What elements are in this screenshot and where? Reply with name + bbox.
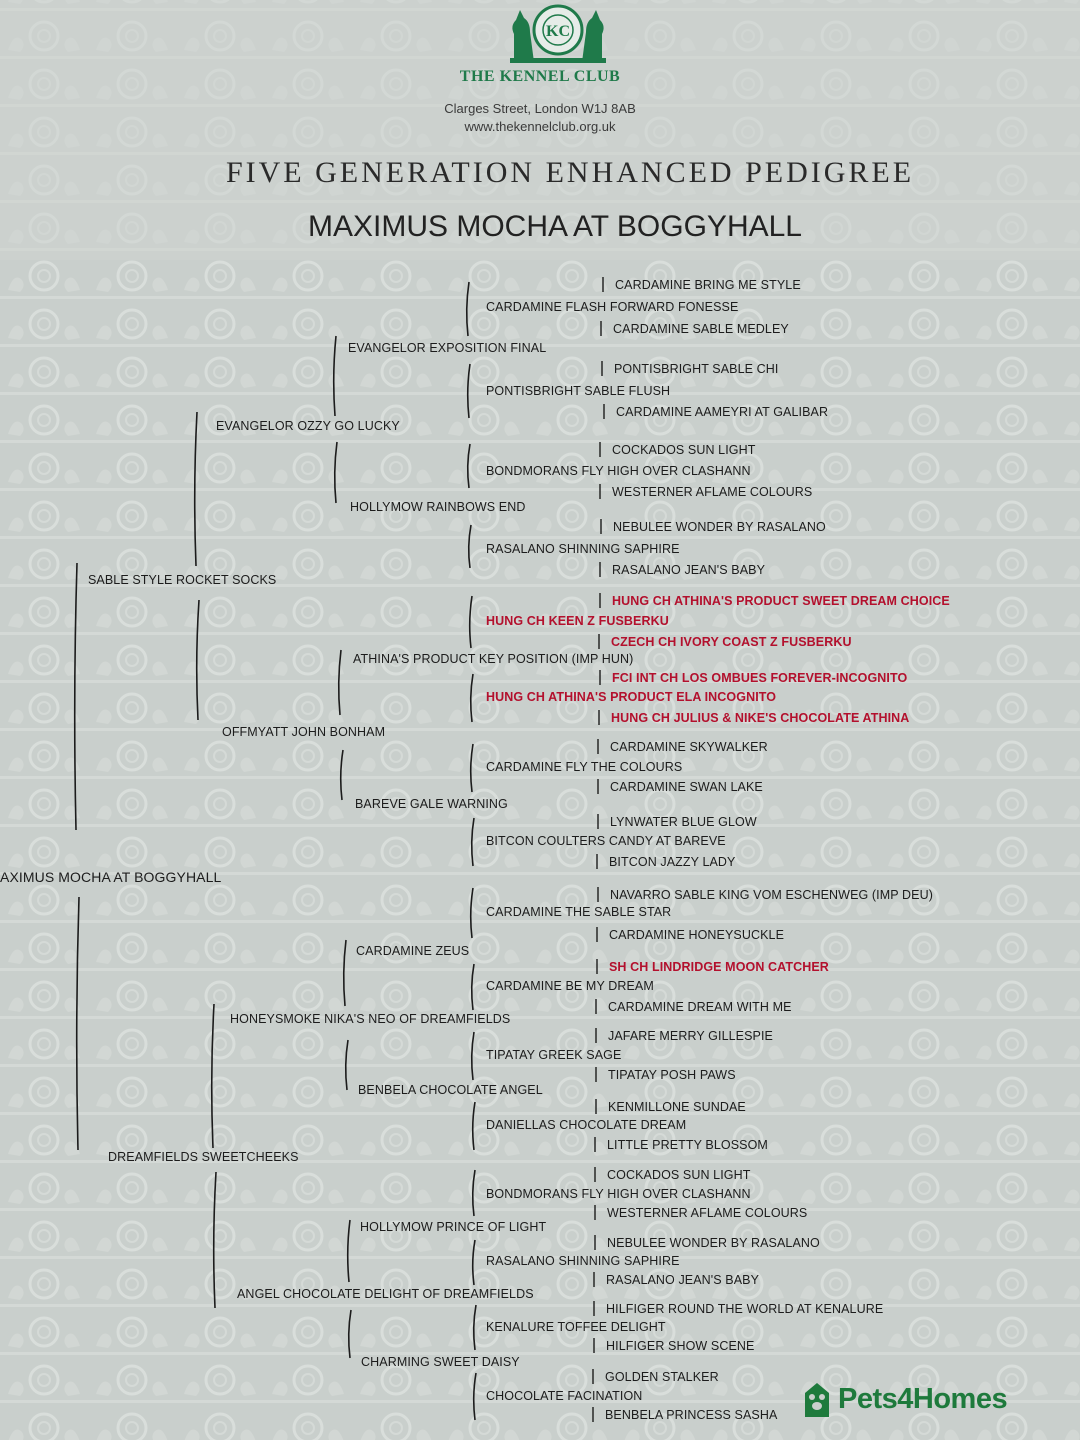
ancestor-gen4: CARDAMINE FLY THE COLOURS [486, 760, 683, 774]
ancestor-gen4: CARDAMINE FLASH FORWARD FONESSE [486, 300, 739, 314]
ancestor-gen5: CARDAMINE SABLE MEDLEY [613, 322, 789, 336]
ancestor-gen5: RASALANO JEAN'S BABY [606, 1273, 760, 1287]
club-name: THE KENNEL CLUB [459, 68, 621, 85]
ancestor-gen3: BENBELA CHOCOLATE ANGEL [358, 1083, 543, 1097]
ancestor-gen2: EVANGELOR OZZY GO LUCKY [216, 419, 400, 433]
kennel-club-logo [500, 0, 616, 64]
ancestor-gen5: BENBELA PRINCESS SASHA [605, 1408, 778, 1422]
ancestor-gen5: FCI INT CH LOS OMBUES FOREVER-INCOGNITO [612, 671, 908, 685]
ancestor-gen5: JAFARE MERRY GILLESPIE [608, 1029, 773, 1043]
ancestor-gen4: HUNG CH ATHINA'S PRODUCT ELA INCOGNITO [486, 690, 777, 704]
ancestor-gen4: TIPATAY GREEK SAGE [486, 1048, 622, 1062]
ancestor-gen5: KENMILLONE SUNDAE [608, 1100, 746, 1114]
club-address: Clarges Street, London W1J 8AB [444, 101, 636, 116]
subject-dog-name: AXIMUS MOCHA AT BOGGYHALL [0, 869, 222, 885]
ancestor-gen4: RASALANO SHINNING SAPHIRE [486, 1254, 680, 1268]
ancestor-gen5: LYNWATER BLUE GLOW [610, 815, 757, 829]
ancestor-gen5: NAVARRO SABLE KING VOM ESCHENWEG (IMP DEU) [610, 888, 933, 902]
ancestor-gen3: EVANGELOR EXPOSITION FINAL [348, 341, 547, 355]
ancestor-gen5: CARDAMINE DREAM WITH ME [608, 1000, 792, 1014]
ancestor-gen5: CARDAMINE SWAN LAKE [610, 780, 763, 794]
ancestor-gen5: CARDAMINE SKYWALKER [610, 740, 768, 754]
ancestor-gen5: HILFIGER ROUND THE WORLD AT KENALURE [606, 1302, 884, 1316]
ancestor-gen2: HONEYSMOKE NIKA'S NEO OF DREAMFIELDS [230, 1012, 511, 1026]
ancestor-gen5: BITCON JAZZY LADY [609, 855, 736, 869]
ancestor-gen4: CARDAMINE THE SABLE STAR [486, 905, 672, 919]
ancestor-gen5: COCKADOS SUN LIGHT [607, 1168, 751, 1182]
ancestor-gen4: BITCON COULTERS CANDY AT BAREVE [486, 834, 726, 848]
ancestor-gen5: WESTERNER AFLAME COLOURS [612, 485, 813, 499]
ancestor-gen5: GOLDEN STALKER [605, 1370, 719, 1384]
ancestor-gen3: HOLLYMOW RAINBOWS END [350, 500, 526, 514]
ancestor-gen5: CARDAMINE BRING ME STYLE [615, 278, 801, 292]
ancestor-gen5: CZECH CH IVORY COAST Z FUSBERKU [611, 635, 852, 649]
ancestor-gen4: PONTISBRIGHT SABLE FLUSH [486, 384, 671, 398]
ancestor-gen3: CHARMING SWEET DAISY [361, 1355, 520, 1369]
sire-dam-gen1: DREAMFIELDS SWEETCHEEKS [108, 1150, 299, 1164]
ancestor-gen5: CARDAMINE AAMEYRI AT GALIBAR [616, 405, 829, 419]
ancestor-gen5: LITTLE PRETTY BLOSSOM [607, 1138, 768, 1152]
ancestor-gen4: CARDAMINE BE MY DREAM [486, 979, 654, 993]
ancestor-gen2: ANGEL CHOCOLATE DELIGHT OF DREAMFIELDS [237, 1287, 534, 1301]
club-website: www.thekennelclub.org.uk [464, 119, 616, 134]
sire-dam-gen1: SABLE STYLE ROCKET SOCKS [88, 573, 277, 587]
ancestor-gen5: COCKADOS SUN LIGHT [612, 443, 756, 457]
ancestor-gen3: BAREVE GALE WARNING [355, 797, 508, 811]
ancestor-gen5: HILFIGER SHOW SCENE [606, 1339, 755, 1353]
ancestor-gen5: RASALANO JEAN'S BABY [612, 563, 766, 577]
ancestor-gen4: BONDMORANS FLY HIGH OVER CLASHANN [486, 1187, 751, 1201]
ancestor-gen5: NEBULEE WONDER BY RASALANO [613, 520, 826, 534]
ancestor-gen5: SH CH LINDRIDGE MOON CATCHER [609, 960, 829, 974]
ancestor-gen5: WESTERNER AFLAME COLOURS [607, 1206, 808, 1220]
ancestor-gen5: TIPATAY POSH PAWS [608, 1068, 736, 1082]
ancestor-gen5: HUNG CH JULIUS & NIKE'S CHOCOLATE ATHINA [611, 711, 910, 725]
ancestor-gen4: RASALANO SHINNING SAPHIRE [486, 542, 680, 556]
ancestor-gen5: CARDAMINE HONEYSUCKLE [609, 928, 785, 942]
ancestor-gen4: KENALURE TOFFEE DELIGHT [486, 1320, 666, 1334]
ancestor-gen4: CHOCOLATE FACINATION [486, 1389, 643, 1403]
ancestor-gen5: NEBULEE WONDER BY RASALANO [607, 1236, 820, 1250]
ancestor-gen4: DANIELLAS CHOCOLATE DREAM [486, 1118, 687, 1132]
pets4homes-watermark: Pets4Homes [838, 1383, 1008, 1415]
ancestor-gen5: PONTISBRIGHT SABLE CHI [614, 362, 779, 376]
ancestor-gen3: CARDAMINE ZEUS [356, 944, 470, 958]
ancestor-gen4: BONDMORANS FLY HIGH OVER CLASHANN [486, 464, 751, 478]
ancestor-gen3: HOLLYMOW PRINCE OF LIGHT [360, 1220, 547, 1234]
ancestor-gen4: HUNG CH KEEN Z FUSBERKU [486, 614, 669, 628]
dog-name-title: MAXIMUS MOCHA AT BOGGYHALL [307, 210, 802, 243]
document-title: FIVE GENERATION ENHANCED PEDIGREE [225, 156, 915, 189]
ancestor-gen5: HUNG CH ATHINA'S PRODUCT SWEET DREAM CHOICE [612, 594, 950, 608]
ancestor-gen2: OFFMYATT JOHN BONHAM [222, 725, 386, 739]
ancestor-gen3: ATHINA'S PRODUCT KEY POSITION (IMP HUN) [353, 652, 634, 666]
svg-text:KC: KC [546, 23, 570, 40]
